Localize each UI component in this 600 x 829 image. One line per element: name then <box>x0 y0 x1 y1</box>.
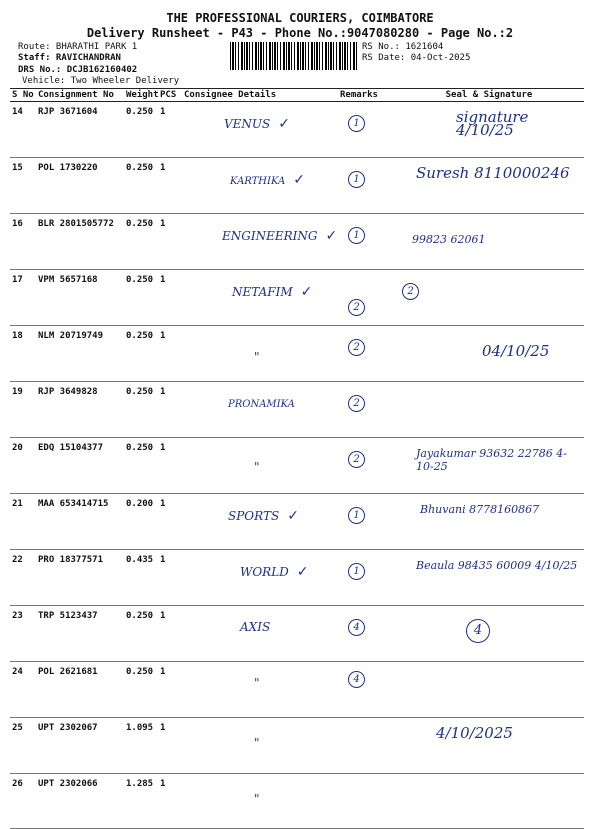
row-consignee <box>182 270 338 326</box>
signature-text: Suresh 8110000246 <box>416 164 570 182</box>
row-consignee <box>182 606 338 662</box>
consignee-text: WORLD <box>240 565 289 579</box>
runsheet-table <box>10 88 584 829</box>
row-weight: 0.250 <box>124 102 158 158</box>
drs-label: DRS No.: DCJB162160402 <box>18 65 138 75</box>
row-signature <box>394 774 584 829</box>
row-remark <box>338 606 394 662</box>
row-remark <box>338 774 394 829</box>
table-row <box>10 606 584 662</box>
signature-circle: 2 <box>402 283 419 300</box>
row-pcs: 1 <box>158 102 182 158</box>
row-sno: 18 <box>10 326 36 382</box>
row-signature <box>394 214 584 270</box>
row-signature <box>394 662 584 718</box>
row-weight: 1.095 <box>124 718 158 774</box>
rs-number: RS No.: 1621604 <box>362 42 444 52</box>
row-sno: 24 <box>10 662 36 718</box>
row-signature <box>394 158 584 214</box>
remark-circle: 2 <box>348 451 365 468</box>
tick-icon: ✓ <box>296 564 309 580</box>
signature-text: signature 4/10/25 <box>456 108 529 139</box>
row-consignee <box>182 494 338 550</box>
col-seal: Seal & Signature <box>394 89 584 102</box>
row-signature <box>394 102 584 158</box>
row-pcs: 1 <box>158 550 182 606</box>
signature-text: Beaula 98435 60009 4/10/25 <box>416 559 578 572</box>
tick-icon: ✓ <box>325 228 338 244</box>
table-row <box>10 102 584 158</box>
row-remark <box>338 326 394 382</box>
row-consignment: POL 1730220 <box>36 158 124 214</box>
table-row <box>10 774 584 829</box>
row-consignment: BLR 2801505772 <box>36 214 124 270</box>
row-remark <box>338 270 394 326</box>
consignee-text: ENGINEERING <box>222 229 318 243</box>
row-pcs: 1 <box>158 494 182 550</box>
row-signature <box>394 606 584 662</box>
table-row <box>10 494 584 550</box>
row-consignee <box>182 550 338 606</box>
row-sno: 17 <box>10 270 36 326</box>
col-remarks: Remarks <box>338 89 394 102</box>
col-consignee: Consignee Details <box>182 89 338 102</box>
row-pcs: 1 <box>158 438 182 494</box>
consignee-text: VENUS <box>224 117 271 131</box>
row-pcs: 1 <box>158 326 182 382</box>
row-sno: 25 <box>10 718 36 774</box>
row-consignment: RJP 3671604 <box>36 102 124 158</box>
row-sno: 23 <box>10 606 36 662</box>
table-row <box>10 382 584 438</box>
row-consignee <box>182 438 338 494</box>
table-row <box>10 438 584 494</box>
row-consignment: TRP 5123437 <box>36 606 124 662</box>
row-consignee <box>182 662 338 718</box>
row-weight: 0.200 <box>124 494 158 550</box>
remark-circle: 1 <box>348 115 365 132</box>
row-remark <box>338 662 394 718</box>
row-pcs: 1 <box>158 214 182 270</box>
consignee-text: KARTHIKA <box>230 176 286 187</box>
row-consignment: UPT 2302066 <box>36 774 124 829</box>
remark-circle: 4 <box>348 671 365 688</box>
row-pcs: 1 <box>158 662 182 718</box>
table-row <box>10 326 584 382</box>
row-pcs: 1 <box>158 718 182 774</box>
row-consignment: EDQ 15104377 <box>36 438 124 494</box>
consignee-text: " <box>254 736 260 750</box>
row-consignee <box>182 102 338 158</box>
row-pcs: 1 <box>158 270 182 326</box>
row-pcs: 1 <box>158 382 182 438</box>
row-signature <box>394 438 584 494</box>
row-weight: 0.250 <box>124 662 158 718</box>
row-pcs: 1 <box>158 606 182 662</box>
signature-text: Bhuvani 8778160867 <box>420 503 540 516</box>
route-label: Route: BHARATHI PARK 1 <box>18 42 138 52</box>
remark-circle: 2 <box>348 339 365 356</box>
table-row <box>10 270 584 326</box>
row-signature <box>394 270 584 326</box>
row-consignment: UPT 2302067 <box>36 718 124 774</box>
row-consignee <box>182 774 338 829</box>
row-signature <box>394 382 584 438</box>
row-sno: 21 <box>10 494 36 550</box>
remark-circle: 2 <box>348 299 365 316</box>
remark-circle: 1 <box>348 171 365 188</box>
row-consignee <box>182 214 338 270</box>
tick-icon: ✓ <box>293 172 306 188</box>
row-weight: 0.250 <box>124 438 158 494</box>
row-weight: 0.250 <box>124 606 158 662</box>
consignee-text: SPORTS <box>228 509 280 523</box>
remark-circle: 1 <box>348 507 365 524</box>
row-consignee <box>182 718 338 774</box>
vehicle-label: Vehicle: Two Wheeler Delivery <box>22 76 180 86</box>
row-weight: 0.250 <box>124 326 158 382</box>
consignee-text: " <box>254 676 260 690</box>
row-sno: 19 <box>10 382 36 438</box>
signature-text: 04/10/25 <box>482 342 550 360</box>
consignee-text: " <box>254 350 260 364</box>
consignee-text: NETAFIM <box>232 285 293 299</box>
remark-circle: 1 <box>348 227 365 244</box>
signature-text: 99823 62061 <box>412 233 486 246</box>
row-remark <box>338 494 394 550</box>
staff-label: Staff: RAVICHANDRAN <box>18 53 121 63</box>
table-row <box>10 550 584 606</box>
remark-circle: 1 <box>348 563 365 580</box>
consignee-text: PRONAMIKA <box>228 399 295 410</box>
remark-circle: 4 <box>348 619 365 636</box>
company-title: THE PROFESSIONAL COURIERS, COIMBATORE <box>166 11 434 25</box>
barcode <box>230 42 358 70</box>
row-pcs: 1 <box>158 774 182 829</box>
row-consignment: POL 2621681 <box>36 662 124 718</box>
signature-text: Jayakumar 93632 22786 4-10-25 <box>416 447 567 473</box>
row-remark <box>338 718 394 774</box>
row-consignee <box>182 158 338 214</box>
row-remark <box>338 158 394 214</box>
rs-date: RS Date: 04-Oct-2025 <box>362 53 471 63</box>
table-row <box>10 662 584 718</box>
table-row <box>10 158 584 214</box>
row-pcs: 1 <box>158 158 182 214</box>
row-sno: 16 <box>10 214 36 270</box>
row-consignment: RJP 3649828 <box>36 382 124 438</box>
row-weight: 0.250 <box>124 158 158 214</box>
row-weight: 0.250 <box>124 382 158 438</box>
row-remark <box>338 382 394 438</box>
row-sno: 14 <box>10 102 36 158</box>
col-sno: S No <box>10 89 36 102</box>
row-signature <box>394 550 584 606</box>
row-consignee <box>182 326 338 382</box>
row-remark <box>338 550 394 606</box>
row-remark <box>338 438 394 494</box>
table-header-row <box>10 89 584 102</box>
signature-text: 4/10/2025 <box>436 724 513 742</box>
row-consignment: PRO 18377571 <box>36 550 124 606</box>
remark-circle: 2 <box>348 395 365 412</box>
consignee-text: " <box>254 460 260 474</box>
row-sno: 15 <box>10 158 36 214</box>
row-consignee <box>182 382 338 438</box>
col-pcs: PCS <box>158 89 182 102</box>
table-row <box>10 718 584 774</box>
row-weight: 0.250 <box>124 214 158 270</box>
row-consignment: MAA 653414715 <box>36 494 124 550</box>
row-signature <box>394 326 584 382</box>
row-sno: 20 <box>10 438 36 494</box>
row-weight: 0.250 <box>124 270 158 326</box>
col-consignment: Consignment No <box>36 89 124 102</box>
consignee-text: " <box>254 792 260 806</box>
row-remark <box>338 214 394 270</box>
tick-icon: ✓ <box>278 116 290 132</box>
row-sno: 26 <box>10 774 36 829</box>
row-sno: 22 <box>10 550 36 606</box>
row-weight: 1.285 <box>124 774 158 829</box>
row-signature <box>394 494 584 550</box>
consignee-text: AXIS <box>240 620 271 634</box>
tick-icon: ✓ <box>300 284 313 300</box>
tick-icon: ✓ <box>287 508 299 524</box>
row-weight: 0.435 <box>124 550 158 606</box>
row-signature <box>394 718 584 774</box>
row-consignment: NLM 20719749 <box>36 326 124 382</box>
row-consignment: VPM 5657168 <box>36 270 124 326</box>
signature-circle: 4 <box>466 619 490 643</box>
runsheet-title: Delivery Runsheet - P43 - Phone No.:9047080280 - Page No.:2 <box>86 26 514 40</box>
table-row <box>10 214 584 270</box>
row-remark <box>338 102 394 158</box>
col-weight: Weight <box>126 90 159 100</box>
